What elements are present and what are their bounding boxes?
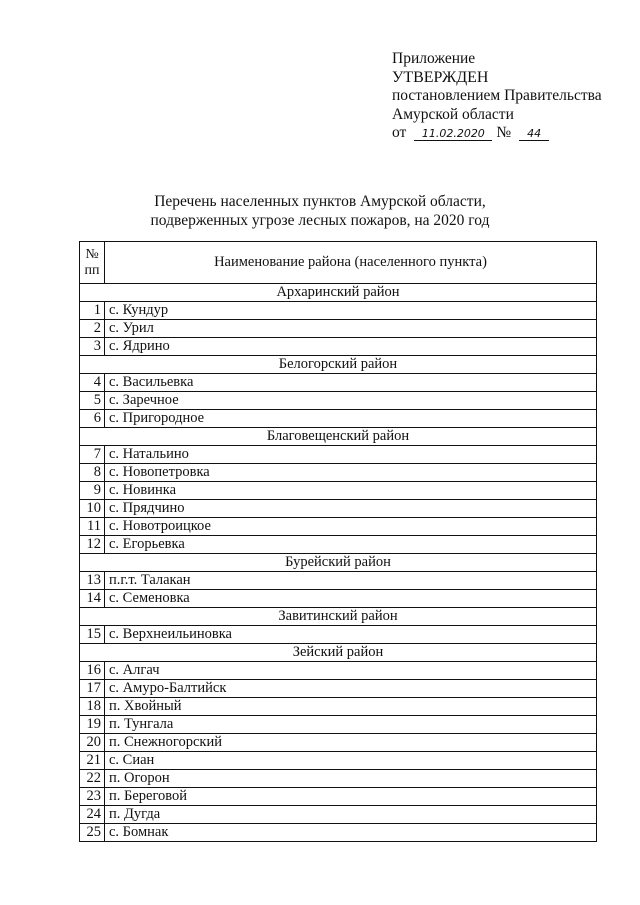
table-row bbox=[80, 464, 597, 482]
table-row bbox=[80, 590, 597, 608]
row-number: 13 bbox=[80, 572, 105, 590]
settlements-table bbox=[79, 241, 597, 842]
decree-line-2: Амурской области bbox=[392, 105, 514, 123]
table-row bbox=[80, 500, 597, 518]
table-row bbox=[80, 626, 597, 644]
row-number: 17 bbox=[80, 680, 105, 698]
district-name: Бурейский район bbox=[80, 554, 597, 572]
table-row bbox=[80, 680, 597, 698]
settlement-name: п. Снежногорский bbox=[105, 734, 597, 752]
table-row bbox=[80, 788, 597, 806]
row-number: 3 bbox=[80, 338, 105, 356]
number-label: № bbox=[496, 124, 512, 141]
decree-line-1: постановлением Правительства bbox=[392, 87, 602, 104]
row-number: 12 bbox=[80, 536, 105, 554]
document-title bbox=[0, 193, 640, 230]
settlement-name: п. Огорон bbox=[105, 770, 597, 788]
table-row bbox=[80, 518, 597, 536]
table-row bbox=[80, 770, 597, 788]
district-row bbox=[80, 356, 597, 374]
settlement-name: с. Пригородное bbox=[105, 410, 597, 428]
row-number: 6 bbox=[80, 410, 105, 428]
district-row bbox=[80, 284, 597, 302]
row-number: 2 bbox=[80, 320, 105, 338]
district-name: Завитинский район bbox=[80, 608, 597, 626]
column-header-number bbox=[80, 242, 105, 284]
settlement-name: с. Натальино bbox=[105, 446, 597, 464]
settlement-name: п. Дугда bbox=[105, 806, 597, 824]
row-number: 7 bbox=[80, 446, 105, 464]
row-number: 16 bbox=[80, 662, 105, 680]
district-row bbox=[80, 644, 597, 662]
table-row bbox=[80, 536, 597, 554]
table-row bbox=[80, 752, 597, 770]
handwritten-number: 44 bbox=[519, 127, 549, 141]
settlement-name: п. Хвойный bbox=[105, 698, 597, 716]
settlement-name: с. Амуро-Балтийск bbox=[105, 680, 597, 698]
row-number: 25 bbox=[80, 824, 105, 842]
table-row bbox=[80, 572, 597, 590]
district-row bbox=[80, 554, 597, 572]
date-number-line bbox=[392, 124, 602, 143]
settlement-name: с. Новотроицкое bbox=[105, 518, 597, 536]
row-number: 10 bbox=[80, 500, 105, 518]
settlement-name: с. Сиан bbox=[105, 752, 597, 770]
table-row bbox=[80, 734, 597, 752]
column-header-name: Наименование района (населенного пункта) bbox=[105, 242, 597, 284]
settlement-name: с. Семеновка bbox=[105, 590, 597, 608]
row-number: 23 bbox=[80, 788, 105, 806]
table-row bbox=[80, 662, 597, 680]
row-number: 19 bbox=[80, 716, 105, 734]
row-number: 1 bbox=[80, 302, 105, 320]
settlement-name: с. Новопетровка bbox=[105, 464, 597, 482]
column-header-number-pp: пп bbox=[84, 262, 100, 278]
table-row bbox=[80, 392, 597, 410]
settlement-name: с. Прядчино bbox=[105, 500, 597, 518]
table-row bbox=[80, 446, 597, 464]
table-row bbox=[80, 806, 597, 824]
settlement-name: с. Егорьевка bbox=[105, 536, 597, 554]
table-row bbox=[80, 410, 597, 428]
table-row bbox=[80, 320, 597, 338]
settlement-name: с. Верхнеильиновка bbox=[105, 626, 597, 644]
settlement-name: с. Васильевка bbox=[105, 374, 597, 392]
settlement-name: с. Ядрино bbox=[105, 338, 597, 356]
row-number: 4 bbox=[80, 374, 105, 392]
settlement-name: с. Заречное bbox=[105, 392, 597, 410]
appendix-label: Приложение bbox=[392, 50, 476, 67]
settlement-name: с. Бомнак bbox=[105, 824, 597, 842]
table-row bbox=[80, 374, 597, 392]
table-row bbox=[80, 482, 597, 500]
row-number: 15 bbox=[80, 626, 105, 644]
row-number: 20 bbox=[80, 734, 105, 752]
table-body bbox=[80, 284, 597, 842]
table-header-row bbox=[80, 242, 597, 284]
row-number: 5 bbox=[80, 392, 105, 410]
district-name: Белогорский район bbox=[80, 356, 597, 374]
settlement-name: п.г.т. Талакан bbox=[105, 572, 597, 590]
settlement-name: с. Кундур bbox=[105, 302, 597, 320]
settlement-name: п. Береговой bbox=[105, 788, 597, 806]
table-row bbox=[80, 824, 597, 842]
handwritten-date: 11.02.2020 bbox=[414, 127, 492, 141]
district-name: Архаринский район bbox=[80, 284, 597, 302]
column-header-number-sign: № bbox=[85, 246, 99, 262]
title-line-1: Перечень населенных пунктов Амурской области, bbox=[154, 193, 486, 210]
from-label: от bbox=[392, 124, 407, 141]
settlement-name: с. Урил bbox=[105, 320, 597, 338]
title-line-2: подверженных угрозе лесных пожаров, на 2020 год bbox=[150, 211, 490, 229]
row-number: 21 bbox=[80, 752, 105, 770]
row-number: 11 bbox=[80, 518, 105, 536]
settlement-name: с. Новинка bbox=[105, 482, 597, 500]
row-number: 22 bbox=[80, 770, 105, 788]
settlement-name: с. Алгач bbox=[105, 662, 597, 680]
table-row bbox=[80, 698, 597, 716]
district-name: Зейский район bbox=[80, 644, 597, 662]
approved-label: УТВЕРЖДЕН bbox=[392, 68, 489, 86]
row-number: 14 bbox=[80, 590, 105, 608]
row-number: 24 bbox=[80, 806, 105, 824]
row-number: 8 bbox=[80, 464, 105, 482]
table-row bbox=[80, 302, 597, 320]
row-number: 9 bbox=[80, 482, 105, 500]
row-number: 18 bbox=[80, 698, 105, 716]
district-row bbox=[80, 428, 597, 446]
approval-block bbox=[392, 50, 602, 143]
table-row bbox=[80, 716, 597, 734]
settlement-name: п. Тунгала bbox=[105, 716, 597, 734]
district-name: Благовещенский район bbox=[80, 428, 597, 446]
table-row bbox=[80, 338, 597, 356]
district-row bbox=[80, 608, 597, 626]
